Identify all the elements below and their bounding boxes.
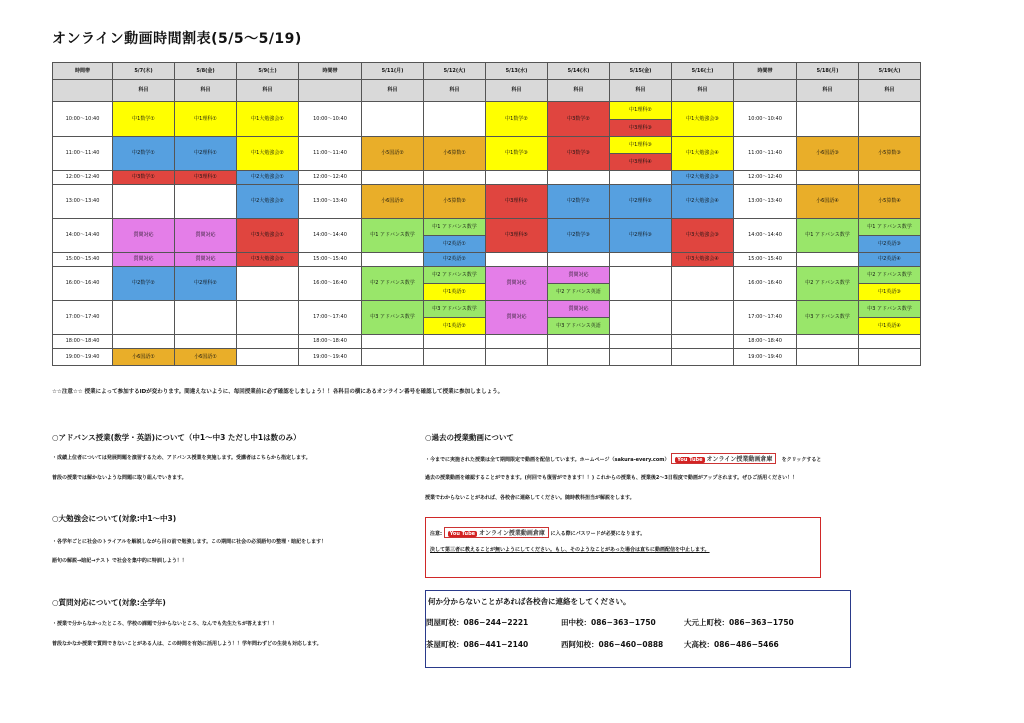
time-cell: 17:00〜17:40 [734,301,797,335]
time-cell: 10:00〜10:40 [734,102,797,137]
class-cell: 質問対応 [486,301,548,335]
class-cell: 質問対応 [113,219,175,253]
table-row [53,301,921,318]
header-row-dates [53,63,921,80]
class-cell: 中3大勉強会④ [672,253,734,267]
school-phone: 問屋町校：086−244−2221 [426,618,529,627]
study-line: ・各学年ごとに社会のトライアルを解説しながら目の前で勉強します。この期間に社会の必須語句の整理・暗記をします！ [52,539,327,545]
class-cell: 中2理科① [175,137,237,171]
class-cell: 中1数学② [486,102,548,137]
class-cell: 中1 アドバンス数学 [424,219,486,236]
qa-heading: ○質問対応について(対象:全学年) [52,598,166,607]
caution-warning: 決して第三者に教えることが無いようにしてください。もし、そのようなことがあった場合は直ちに動画配信を中止します。 [430,547,710,553]
time-cell: 16:00〜16:40 [53,267,113,301]
time-cell: 18:00〜18:40 [53,335,113,349]
header-date: 5/16(土) [672,63,734,80]
class-cell: 中3 アドバンス数学 [859,301,921,318]
class-cell: 中2 アドバンス数学 [362,267,424,301]
class-cell: 小5算数④ [859,185,921,219]
table-row [53,349,921,366]
class-cell: 中3理科⑤ [486,219,548,253]
school-phone: 茶屋町校：086−441−2140 [426,640,529,649]
class-cell: 中1英語④ [859,318,921,335]
class-cell: 中2理科② [610,185,672,219]
header-date: 5/19(火) [859,63,921,80]
class-cell: 中2数学② [113,267,175,301]
class-cell: 中2 アドバンス数学 [859,267,921,284]
past-line: ・今までに実施された授業は全て期間限定で動画を配信しています。ホームページ（sakura-every.com） [425,457,670,463]
header-time: 時間帯 [299,63,362,80]
class-cell: 中3 アドバンス数学 [797,301,859,335]
class-cell: 中1英語③ [859,284,921,301]
class-cell: 小5算数③ [859,137,921,171]
class-cell: 中3数学② [548,102,610,137]
time-cell: 18:00〜18:40 [734,335,797,349]
header-date: 5/11(月) [362,63,424,80]
caution-note: ☆☆注意☆☆ 授業によって参加するIDが変わります。間違えないように、毎回授業前に必ず確認をしましょう！！各科目の横にあるオンライン番号を確認して授業に参加しましょう。 [52,389,504,395]
qa-line: ・授業で分からなかったところ、学校の課題で分からないところ、なんでも先生たちが答えます！！ [52,621,278,627]
class-cell: 中1理科① [175,102,237,137]
subject-label: 科目 [113,80,175,102]
class-cell: 中3 アドバンス数学 [362,301,424,335]
subject-label: 科目 [548,80,610,102]
study-heading: ○大勉強会について(対象:中1〜中3) [52,514,177,523]
header-date: 5/13(水) [486,63,548,80]
school-phone: 大元上町校：086−363−1750 [684,618,794,627]
subject-label: 科目 [424,80,486,102]
class-cell: 中2大勉強会① [237,171,299,185]
class-cell: 小6国語② [362,185,424,219]
table-row [53,185,921,219]
subject-label: 科目 [610,80,672,102]
class-cell: 小6国語④ [797,185,859,219]
time-cell: 14:00〜14:40 [734,219,797,253]
subject-label: 科目 [237,80,299,102]
class-cell: 中2英語① [424,236,486,253]
class-cell: 中3大勉強会① [237,219,299,253]
youtube-logo-icon: You Tube [449,531,476,537]
table-row [53,171,921,185]
class-cell: 中2理科③ [610,219,672,253]
subject-label: 科目 [797,80,859,102]
school-phone: 西阿知校：086−460−0888 [561,640,664,649]
header-date: 5/14(木) [548,63,610,80]
class-cell: 中2 アドバンス数学 [797,267,859,301]
password-caution-box: 注意: You Tube オンライン授業動画倉庫 に入る際にパスワードが必要になります。 決して第三者に教えることが無いようにしてください。もし、そのようなことがあった場合は直ちに動画配信を中止します。 [425,517,821,578]
class-cell: 質問対応 [548,301,610,318]
time-cell: 11:00〜11:40 [734,137,797,171]
contact-heading: 何か分からないことがあれば各校舎に連絡をしてください。 [428,597,631,606]
header-date: 5/12(火) [424,63,486,80]
time-cell: 10:00〜10:40 [53,102,113,137]
youtube-link[interactable]: You Tube オンライン授業動画倉庫 [671,453,776,464]
class-cell: 中1英語② [424,318,486,335]
class-cell: 中1数学③ [486,137,548,171]
class-cell: 質問対応 [486,267,548,301]
class-cell: 中3大勉強会③ [672,219,734,253]
class-cell: 中1 アドバンス数学 [859,219,921,236]
time-cell: 13:00〜13:40 [734,185,797,219]
header-date: 5/9(土) [237,63,299,80]
class-cell: 中3数学③ [548,137,610,171]
class-cell: 小6国語① [175,349,237,366]
time-cell: 12:00〜12:40 [734,171,797,185]
class-cell: 中3理科② [486,185,548,219]
time-cell: 14:00〜14:40 [53,219,113,253]
class-cell: 小5国語② [362,137,424,171]
class-cell: 中1 アドバンス数学 [797,219,859,253]
class-cell: 中2大勉強会④ [672,185,734,219]
school-phone: 大高校：086−486−5466 [684,640,779,649]
time-cell: 13:00〜13:40 [53,185,113,219]
class-cell: 中2大勉強会③ [672,171,734,185]
subject-label: 科目 [486,80,548,102]
time-cell: 16:00〜16:40 [734,267,797,301]
class-cell: 中2大勉強会② [237,185,299,219]
advance-line: ・成績上位者については発展問題を演習するため、アドバンス授業を実施します。受講者はこちらから指定します。 [52,455,311,461]
time-cell: 13:00〜13:40 [299,185,362,219]
class-cell: 中2英語② [424,253,486,267]
header-time: 時間帯 [734,63,797,80]
class-cell: 小6国語① [113,349,175,366]
time-cell: 16:00〜16:40 [299,267,362,301]
timetable [52,62,921,366]
class-cell: 中1大勉強会④ [672,137,734,171]
contact-box [425,590,851,668]
class-cell: 中1英語① [424,284,486,301]
class-cell: 中2数学③ [548,219,610,253]
class-cell: 中1大勉強会① [237,102,299,137]
class-cell: 小6算数① [424,137,486,171]
class-cell: 中2数学② [548,185,610,219]
past-line: 過去の授業動画を確認することができます。(何回でも復習ができます！！) これからの授業も、授業後2〜3日程度で動画がアップされます。ぜひご活用ください！！ [425,475,798,481]
class-cell: 中1数学① [113,102,175,137]
subject-label: 科目 [672,80,734,102]
time-cell: 15:00〜15:40 [53,253,113,267]
class-cell: 中2英語③ [859,236,921,253]
page-title: オンライン動画時間割表(5/5〜5/19) [52,31,302,47]
class-cell: 中1 アドバンス数学 [362,219,424,253]
class-cell: 中2英語④ [859,253,921,267]
table-row [53,102,921,120]
class-cell: 中3理科① [175,171,237,185]
class-cell: 中1理科② [610,102,672,120]
past-heading: ○過去の授業動画について [425,433,514,442]
class-cell: 中2 アドバンス英語 [548,284,610,301]
class-cell: 中2理科② [175,267,237,301]
class-cell: 中2数学① [113,137,175,171]
class-cell: 中3数学① [113,171,175,185]
time-cell: 17:00〜17:40 [53,301,113,335]
class-cell: 中1理科③ [610,137,672,154]
table-row [53,267,921,284]
header-date: 5/18(月) [797,63,859,80]
time-cell: 14:00〜14:40 [299,219,362,253]
time-cell: 10:00〜10:40 [299,102,362,137]
class-cell: 中3 アドバンス英語 [548,318,610,335]
youtube-link[interactable]: You Tube オンライン授業動画倉庫 [444,527,549,538]
time-cell: 17:00〜17:40 [299,301,362,335]
time-cell: 19:00〜19:40 [734,349,797,366]
table-row [53,253,921,267]
subject-label: 科目 [859,80,921,102]
qa-line: 普段なかなか授業で質問できないことがある人は、この時間を有効に活用しよう！！学年問わずどの生徒も対応します。 [52,641,322,647]
class-cell: 小6国語③ [797,137,859,171]
time-cell: 19:00〜19:40 [299,349,362,366]
class-cell: 中1大勉強会③ [672,102,734,137]
class-cell: 質問対応 [175,253,237,267]
time-cell: 15:00〜15:40 [734,253,797,267]
header-date: 5/7(木) [113,63,175,80]
header-date: 5/8(金) [175,63,237,80]
class-cell: 質問対応 [113,253,175,267]
table-row [53,137,921,154]
class-cell: 質問対応 [548,267,610,284]
class-cell: 中3理科④ [610,154,672,171]
time-cell: 11:00〜11:40 [53,137,113,171]
time-cell: 19:00〜19:40 [53,349,113,366]
study-line: 語句の解説→暗記→テスト で社会を集中的に特訓しよう！！ [52,558,187,564]
class-cell: 中3 アドバンス数学 [424,301,486,318]
class-cell: 質問対応 [175,219,237,253]
time-cell: 12:00〜12:40 [299,171,362,185]
class-cell: 中3大勉強会② [237,253,299,267]
school-phone: 田中校：086−363−1750 [561,618,656,627]
class-cell: 中1大勉強会② [237,137,299,171]
subject-label: 科目 [362,80,424,102]
header-time: 時間帯 [53,63,113,80]
table-row [53,219,921,236]
youtube-logo-icon: You Tube [677,457,703,463]
class-cell: 中3理科③ [610,120,672,137]
time-cell: 18:00〜18:40 [299,335,362,349]
advance-line: 普段の授業では解かないような問題に取り組んでいきます。 [52,475,187,481]
class-cell: 中2 アドバンス数学 [424,267,486,284]
time-cell: 11:00〜11:40 [299,137,362,171]
table-row [53,335,921,349]
time-cell: 15:00〜15:40 [299,253,362,267]
time-cell: 12:00〜12:40 [53,171,113,185]
header-date: 5/15(金) [610,63,672,80]
header-row-subject [53,80,921,102]
advance-heading: ○アドバンス授業(数学・英語)について（中1〜中3 ただし中1は数のみ） [52,433,301,442]
past-line: 授業でわからないことがあれば、各校舎に連絡してください。随時教科担当が解説をします。 [425,495,635,501]
subject-label: 科目 [175,80,237,102]
class-cell: 小5算数② [424,185,486,219]
